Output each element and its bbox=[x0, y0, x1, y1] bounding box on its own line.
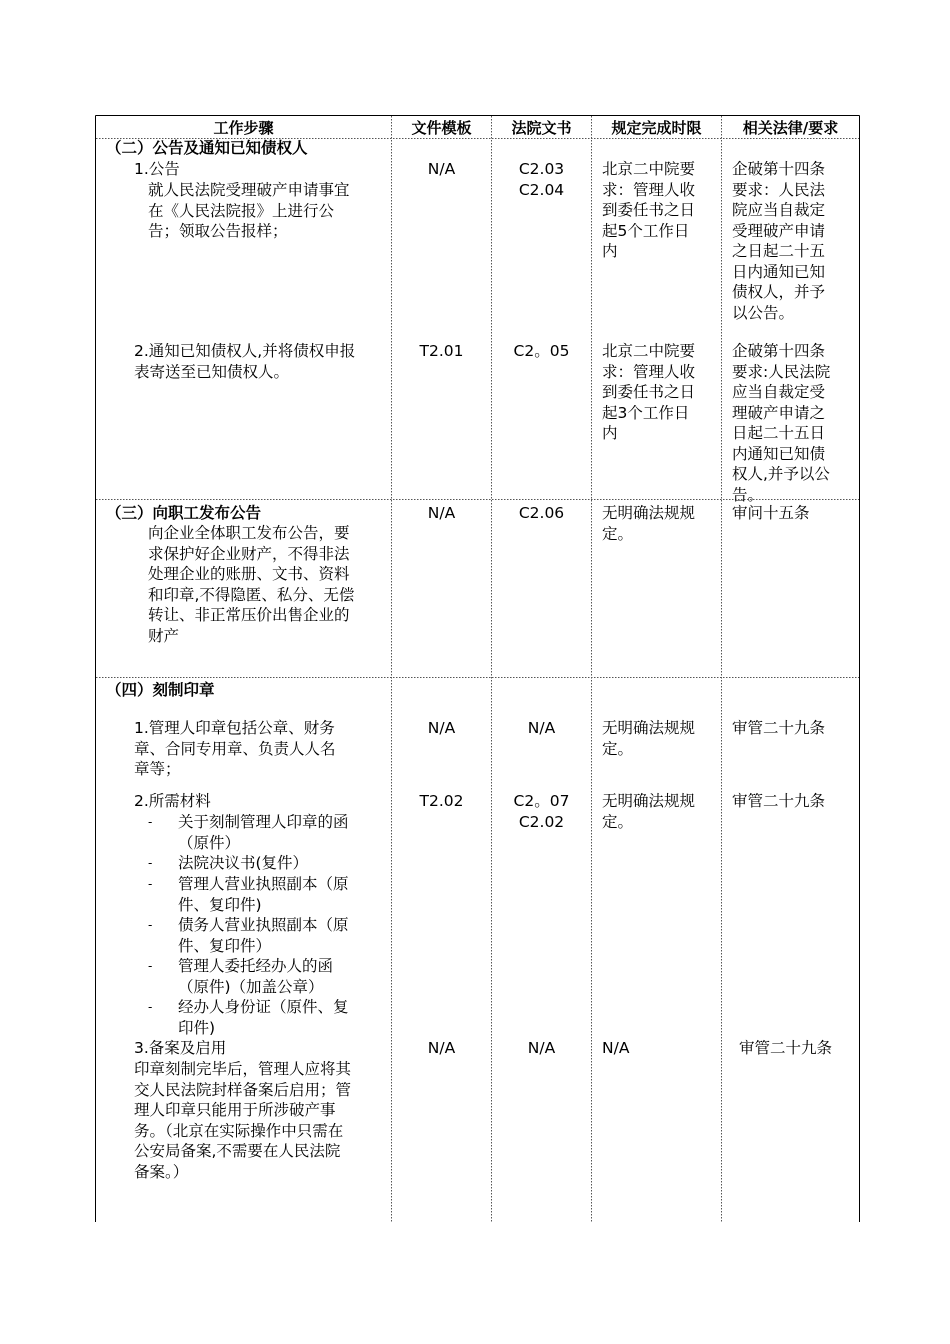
section-2-title: （二）公告及通知已知债权人 bbox=[106, 139, 308, 157]
s4-item2-template: T2.02 bbox=[419, 792, 464, 810]
list-bullet: - bbox=[148, 877, 153, 891]
list-bullet: - bbox=[148, 918, 153, 932]
section-4-title: （四）刻制印章 bbox=[106, 681, 215, 699]
s2-item1-desc: 就人民法院受理破产申请事宜 在《人民法院报》上进行公 告；领取公告报样； bbox=[148, 181, 350, 240]
section-3-title: （三）向职工发布公告 bbox=[106, 504, 262, 522]
s3-law: 审问十五条 bbox=[732, 504, 810, 522]
header-steps: 工作步骤 bbox=[213, 119, 274, 137]
s4-item3-template: N/A bbox=[427, 1039, 456, 1057]
s4-item3-deadline: N/A bbox=[602, 1039, 630, 1057]
s3-template: N/A bbox=[427, 504, 456, 522]
s2-item2-deadline: 北京二中院要 求：管理人收 到委任书之日 起3个工作日 内 bbox=[602, 342, 696, 442]
s4-item2-deadline: 无明确法规规 定。 bbox=[602, 792, 696, 831]
material-item: 管理人委托经办人的函 （原件)（加盖公章） bbox=[178, 957, 334, 996]
s2-item2-title: 2.通知已知债权人,并将债权申报 表寄送至已知债权人。 bbox=[134, 342, 356, 381]
s4-item2-law: 审管二十九条 bbox=[732, 792, 826, 810]
material-item: 管理人营业执照副本（原 件、复印件) bbox=[178, 875, 349, 914]
header-deadline: 规定完成时限 bbox=[611, 119, 702, 137]
s4-item1-deadline: 无明确法规规 定。 bbox=[602, 719, 696, 758]
list-bullet: - bbox=[148, 856, 153, 870]
material-item: 关于刻制管理人印章的函 （原件） bbox=[178, 813, 349, 852]
s2-item1-law: 企破第十四条 要求：人民法 院应当自裁定 受理破产申请 之日起二十五 日内通知已知 债权人，并予 以公告。 bbox=[732, 160, 826, 322]
s3-deadline: 无明确法规规 定。 bbox=[602, 504, 696, 543]
s4-item2-court: C2。07 C2.02 bbox=[513, 792, 570, 831]
list-bullet: - bbox=[148, 1000, 153, 1014]
material-item: 经办人身份证（原件、复 印件) bbox=[178, 998, 349, 1037]
s4-item3-title: 3.备案及启用 bbox=[134, 1039, 227, 1057]
list-bullet: - bbox=[148, 959, 153, 973]
header-template: 文件模板 bbox=[411, 119, 472, 137]
s2-item2-court: C2。05 bbox=[513, 342, 570, 360]
s2-item1-deadline: 北京二中院要 求：管理人收 到委任书之日 起5个工作日 内 bbox=[602, 160, 696, 260]
list-bullet: - bbox=[148, 815, 153, 829]
s2-item2-law: 企破第十四条 要求:人民法院 应当自裁定受 理破产申请之 日起二十五日 内通知已知债 权人,并予以公 告。 bbox=[732, 342, 831, 504]
header-law: 相关法律/要求 bbox=[742, 119, 839, 137]
s4-item1-title: 1.管理人印章包括公章、财务 章、合同专用章、负责人人名 章等； bbox=[134, 719, 336, 778]
s4-item3-desc: 印章刻制完毕后，管理人应将其 交人民法院封样备案后启用；管 理人印章只能用于所涉破产事 务。（北京在实际操作中只需在 公安局备案,不需要在人民法院 备案。） bbox=[134, 1060, 352, 1181]
s4-item1-court: N/A bbox=[527, 719, 556, 737]
material-item: 债务人营业执照副本（原 件、复印件） bbox=[178, 916, 349, 955]
s4-item2-title: 2.所需材料 bbox=[134, 792, 211, 810]
s4-item3-law: 审管二十九条 bbox=[739, 1039, 833, 1057]
header-court-docs: 法院文书 bbox=[511, 119, 572, 137]
s4-item1-template: N/A bbox=[427, 719, 456, 737]
s3-desc: 向企业全体职工发布公告，要 求保护好企业财产，不得非法 处理企业的账册、文书、资料 和印章,不得隐匿、私分、无偿 转让、非正常压价出售企业的 财产 bbox=[148, 524, 355, 645]
s4-item1-law: 审管二十九条 bbox=[732, 719, 826, 737]
s2-item1-court: C2.03 C2.04 bbox=[518, 160, 565, 199]
s4-item3-court: N/A bbox=[527, 1039, 556, 1057]
s3-court: C2.06 bbox=[518, 504, 565, 522]
s2-item2-template: T2.01 bbox=[419, 342, 464, 360]
s2-item1-title: 1.公告 bbox=[134, 160, 180, 178]
material-item: 法院决议书(复件） bbox=[178, 854, 309, 872]
s2-item1-template: N/A bbox=[427, 160, 456, 178]
